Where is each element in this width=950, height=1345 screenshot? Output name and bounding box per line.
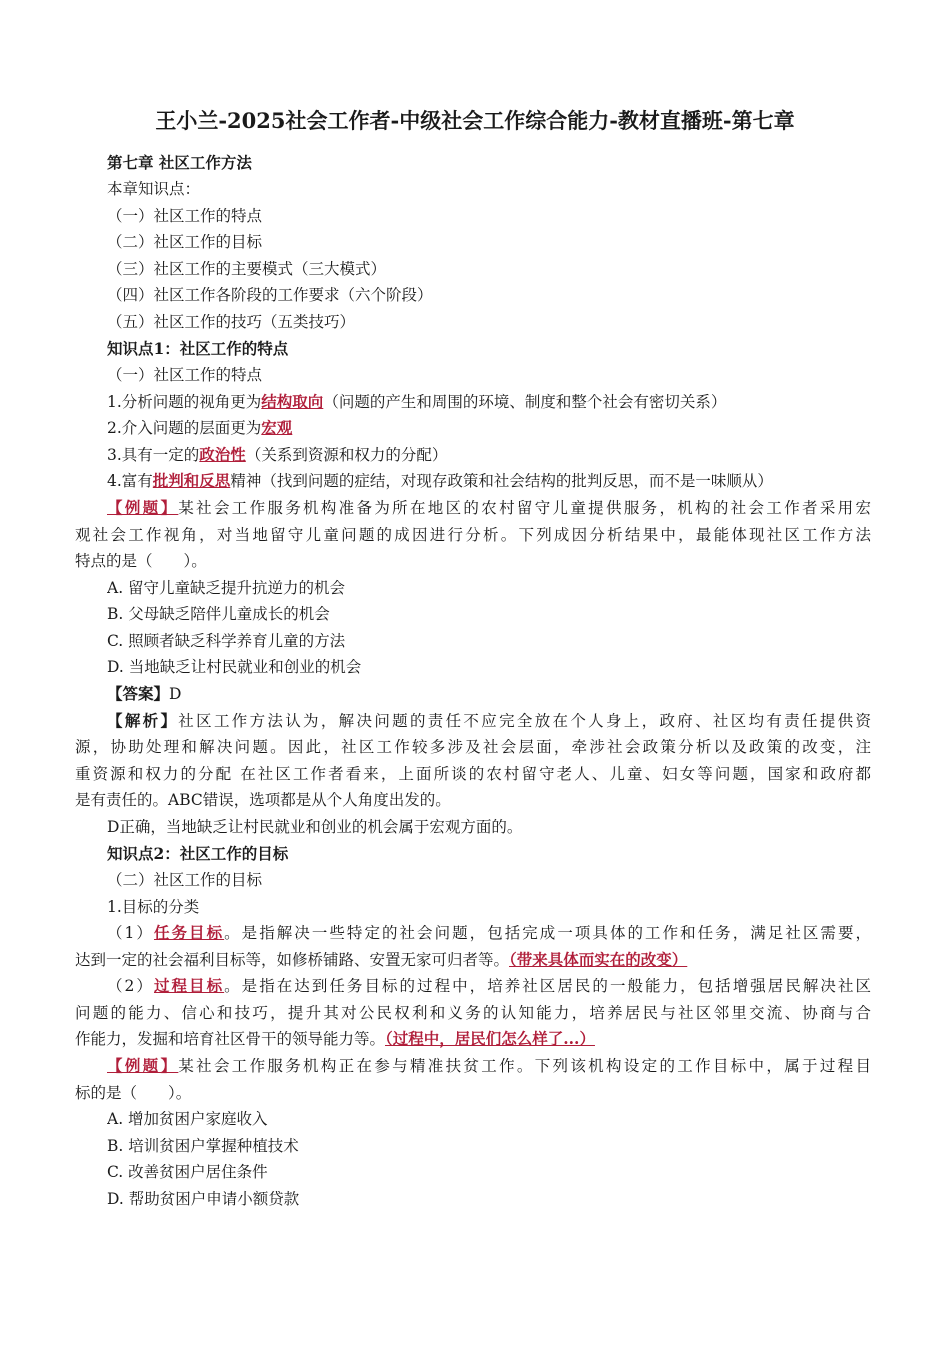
example1-option-a: A. 留守儿童缺乏提升抗逆力的机会 (107, 579, 346, 597)
kp1-subheading: （一）社区工作的特点 (107, 366, 263, 384)
task-goal-line-1: （1）任务目标。是指解决一些特定的社会问题，包括完成一项具体的工作和任务，满足社区需要， (107, 923, 871, 942)
kp-list-item-3: （三）社区工作的主要模式（三大模式） (107, 260, 387, 278)
example1-line-2: 观社会工作视角，对当地留守儿童问题的成因进行分析。下列成因分析结果中，最能体现社区工作方法 (75, 526, 871, 544)
keyword-macro: 宏观 (261, 418, 293, 437)
kp2-subheading: （二）社区工作的目标 (107, 871, 263, 889)
kp-list-item-5: （五）社区工作的技巧（五类技巧） (107, 313, 356, 331)
analysis-tag: 【解析】 (107, 711, 179, 730)
example1-option-b: B. 父母缺乏陪伴儿童成长的机会 (107, 605, 330, 623)
example2-line-2: 标的是（ ）。 (75, 1084, 192, 1102)
example1-analysis-2: 源，协助处理和解决问题。因此，社区工作较多涉及社会层面，牵涉社会政策分析以及政策的改变，注 (75, 738, 871, 756)
example1-answer: 【答案】D (107, 684, 182, 703)
kp-intro: 本章知识点： (107, 180, 201, 198)
process-goal-note: （过程中，居民们怎么样了...） (385, 1029, 595, 1048)
kp1-point-2: 2.介入问题的层面更为宏观 (107, 418, 293, 437)
kp1-point-4: 4.富有批判和反思精神（找到问题的症结，对现存政策和社会结构的批判反思，而不是一味顺从） (107, 471, 773, 490)
task-goal-line-2: 达到一定的社会福利目标等，如修桥铺路、安置无家可归者等。（带来具体而实在的改变） (75, 950, 688, 969)
kp1-point-1: 1.分析问题的视角更为结构取向（问题的产生和周围的环境、制度和整个社会有密切关系） (107, 392, 727, 411)
example1-tag: 【例题】 (107, 498, 179, 517)
task-goal-note: （带来具体而实在的改变） (509, 950, 688, 969)
document-title: 王小兰-2025社会工作者-中级社会工作综合能力-教材直播班-第七章 (155, 108, 795, 133)
keyword-critical: 批判和反思 (152, 471, 231, 490)
example2-option-d: D. 帮助贫困户申请小额贷款 (107, 1190, 300, 1208)
kp1-heading: 知识点1：社区工作的特点 (107, 339, 289, 358)
kp-list-item-1: （一）社区工作的特点 (107, 207, 263, 225)
example2-line-1: 【例题】某社会工作服务机构正在参与精准扶贫工作。下列该机构设定的工作目标中，属于过程目 (107, 1056, 871, 1075)
example1-line-3: 特点的是（ ）。 (75, 552, 207, 570)
example1-analysis-5: D正确，当地缺乏让村民就业和创业的机会属于宏观方面的。 (107, 818, 523, 836)
example1-option-d: D. 当地缺乏让村民就业和创业的机会 (107, 658, 362, 676)
kp2-heading: 知识点2：社区工作的目标 (107, 844, 289, 863)
answer-tag: 【答案】 (107, 684, 170, 703)
example1-analysis-4: 是有责任的。ABC错误，选项都是从个人角度出发的。 (75, 791, 451, 809)
kp-list-item-4: （四）社区工作各阶段的工作要求（六个阶段） (107, 286, 433, 304)
chapter-heading: 第七章 社区工作方法 (107, 153, 252, 172)
example1-option-c: C. 照顾者缺乏科学养育儿童的方法 (107, 632, 346, 650)
process-goal-line-2: 问题的能力、信心和技巧，提升其对公民权利和义务的认知能力，培养居民与社区邻里交流、协商与合 (75, 1004, 871, 1022)
kp2-point-1: 1.目标的分类 (107, 898, 200, 916)
kp-list-item-2: （二）社区工作的目标 (107, 233, 263, 251)
example1-line-1: 【例题】某社会工作服务机构准备为所在地区的农村留守儿童提供服务，机构的社会工作者采用宏 (107, 498, 871, 517)
example2-option-c: C. 改善贫困户居住条件 (107, 1163, 268, 1181)
keyword-process-goal: 过程目标 (153, 976, 225, 995)
kp1-point-3: 3.具有一定的政治性（关系到资源和权力的分配） (107, 445, 448, 464)
keyword-structure: 结构取向 (261, 392, 324, 411)
example1-analysis-3: 重资源和权力的分配 在社区工作者看来，上面所谈的农村留守老人、儿童、妇女等问题，国家和政府都 (75, 765, 871, 783)
keyword-task-goal: 任务目标 (153, 923, 225, 942)
process-goal-line-3: 作能力，发掘和培育社区骨干的领导能力等。（过程中，居民们怎么样了...） (75, 1029, 595, 1048)
example2-tag: 【例题】 (107, 1056, 179, 1075)
keyword-political: 政治性 (199, 445, 246, 464)
process-goal-line-1: （2）过程目标。是指在达到任务目标的过程中，培养社区居民的一般能力，包括增强居民解决社区 (107, 976, 871, 995)
example2-option-b: B. 培训贫困户掌握种植技术 (107, 1137, 299, 1155)
example2-option-a: A. 增加贫困户家庭收入 (107, 1110, 268, 1128)
example1-analysis-1: 【解析】社区工作方法认为，解决问题的责任不应完全放在个人身上，政府、社区均有责任提供资 (107, 711, 871, 730)
